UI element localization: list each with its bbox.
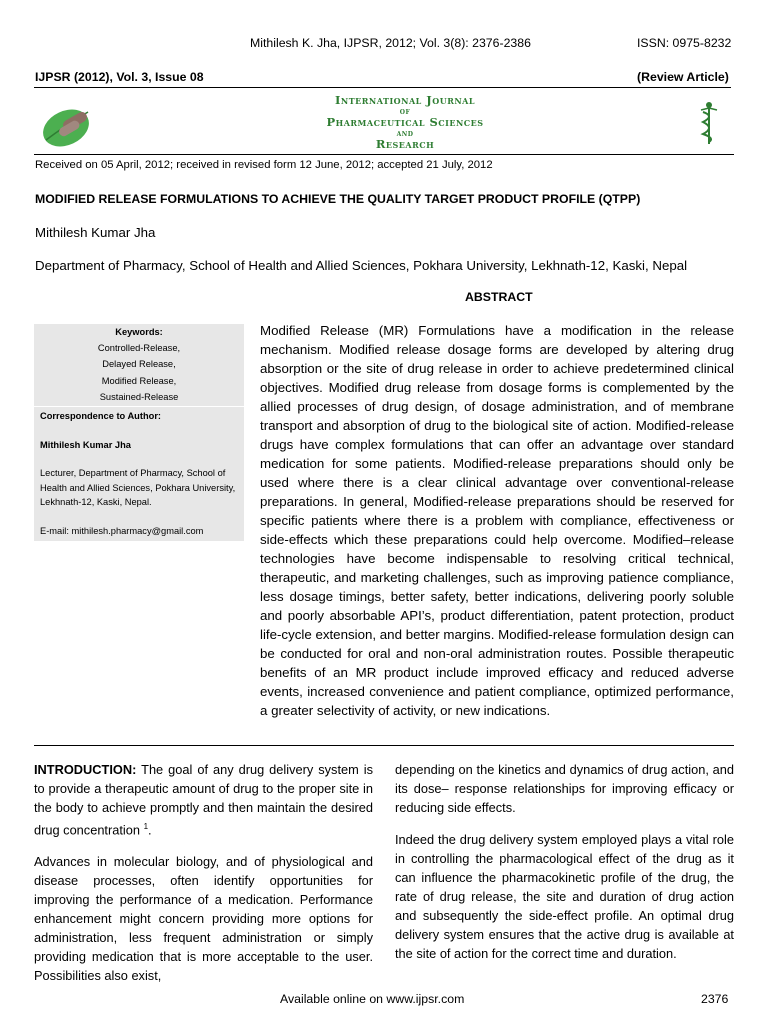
received-dates: Received on 05 April, 2012; received in revised form 12 June, 2012; accepted 21 July, 2012: [35, 159, 493, 171]
intro-paragraph-2: Advances in molecular biology, and of physiological and disease processes, often identify opportunities for improving the performance of a medication. Performance enhancement might concern providing more options for administration, less frequent administration or simply providing medication that is more acceptable to the user. Possibilities also exist,: [34, 854, 373, 984]
journal-issue: IJPSR (2012), Vol. 3, Issue 08: [35, 70, 204, 84]
masthead-line2: of: [399, 106, 411, 116]
correspondence-email[interactable]: E-mail: mithilesh.pharmacy@gmail.com: [40, 525, 204, 536]
masthead-rule: [34, 154, 734, 155]
keyword-item: Sustained-Release: [99, 391, 179, 402]
header-rule: [34, 87, 634, 88]
left-column: [34, 760, 373, 998]
leaf-capsule-logo-icon: [36, 100, 96, 150]
section-rule: [34, 745, 734, 746]
keyword-item: Controlled-Release,: [97, 343, 181, 354]
abstract-text: Modified Release (MR) Formulations have a modification in the release mechanism. Modified release dosage forms are developed by altering drug absorption or the site of drug release in order to achieve predetermined clinical objectives. Modified drug release from dosage forms is complemented by the allied processes of drug design, of dosage administration, and of membrane transport and absorption of drug to the biological site of action. Modified-release drugs have complex formulations that can offer an advantage over standard medication for some patients. Modified-release preparations should only be used where there is a clear clinical advantage over conventional-release preparations. In general, Modified-release preparations should be reserved for specific patients where there is a problem with compliance, effectiveness or side-effects which these preparations could help overcome. Modified–release technologies have become indispensable to resolving critical technical, therapeutic, and marketing challenges, such as improving patience compliance, less dosage timings, better safety, better indications, delivering poorly soluble and poorly absorbable API’s, product differentiation, patent protection, product life-cycle extension, and better margins. Modified-release formulation design can be conducted for oral and non-oral administration routes. Possible therapeutic benefits of an MR product include improved efficacy and reduced adverse events, increased convenience and patient compliance, optimized performance, a greater selectivity of activity, or new indications.: [260, 323, 734, 718]
masthead-line5: Research: [375, 137, 435, 151]
abstract-heading: ABSTRACT: [465, 290, 533, 304]
keywords-heading: Keywords:: [115, 327, 163, 337]
correspondence-heading: Correspondence to Author:: [40, 411, 162, 421]
intro-paragraph-3: depending on the kinetics and dynamics of drug action, and its dose– response relationships for improving efficacy or reducing side effects.: [395, 762, 734, 815]
keyword-item: Delayed Release,: [102, 359, 176, 370]
intro-heading: INTRODUCTION:: [34, 762, 137, 777]
masthead-line3: Pharmaceutical Sciences: [326, 115, 484, 129]
rod-of-asclepius-logo-icon: [695, 100, 723, 146]
article-type: (Review Article): [637, 70, 729, 84]
footer-availability: Available online on www.ijpsr.com: [280, 992, 465, 1006]
keywords-box: [34, 324, 244, 406]
intro-text: The goal of any drug delivery system is to provide a therapeutic amount of drug to the proper site in the body to achieve promptly and then maintain the desired drug concentration: [34, 762, 373, 838]
journal-masthead: [290, 95, 520, 150]
correspondence-box: [34, 407, 244, 541]
header-rule-right: [630, 87, 731, 88]
footer-page-number: 2376: [701, 992, 729, 1006]
correspondence-name: Mithilesh Kumar Jha: [40, 439, 131, 450]
masthead-line1: International Journal: [335, 93, 475, 107]
reference-link[interactable]: 1: [143, 822, 149, 831]
intro-paragraph-4: Indeed the drug delivery system employed plays a vital role in controlling the pharmacological effect of the drug as it can influence the pharmacokinetic profile of the drug, the rate of drug release, the site and duration of drug action and subsequently the side-effect profile. An optimal drug delivery system ensures that the active drug is available at the site of action for the correct time and duration.: [395, 832, 734, 961]
header-issn: ISSN: 0975-8232: [637, 36, 732, 50]
article-title: MODIFIED RELEASE FORMULATIONS TO ACHIEVE THE QUALITY TARGET PRODUCT PROFILE (QTPP): [35, 192, 641, 206]
intro-period: .: [148, 822, 152, 838]
intro-paragraph-1: [34, 760, 373, 839]
keyword-item: Modified Release,: [101, 375, 177, 386]
header-citation: Mithilesh K. Jha, IJPSR, 2012; Vol. 3(8): 2376-2386: [250, 36, 531, 50]
author-affiliation: Department of Pharmacy, School of Health and Allied Sciences, Pokhara University, Lekhnath-12, Kaski, Nepal: [35, 258, 688, 273]
correspondence-position: Lecturer, Department of Pharmacy, School of Health and Allied Sciences, Pokhara University, Lekhnath-12, Kaski, Nepal.: [40, 468, 236, 507]
masthead-line4: and: [396, 128, 414, 138]
right-column: [395, 760, 734, 976]
author-name: Mithilesh Kumar Jha: [35, 225, 156, 240]
